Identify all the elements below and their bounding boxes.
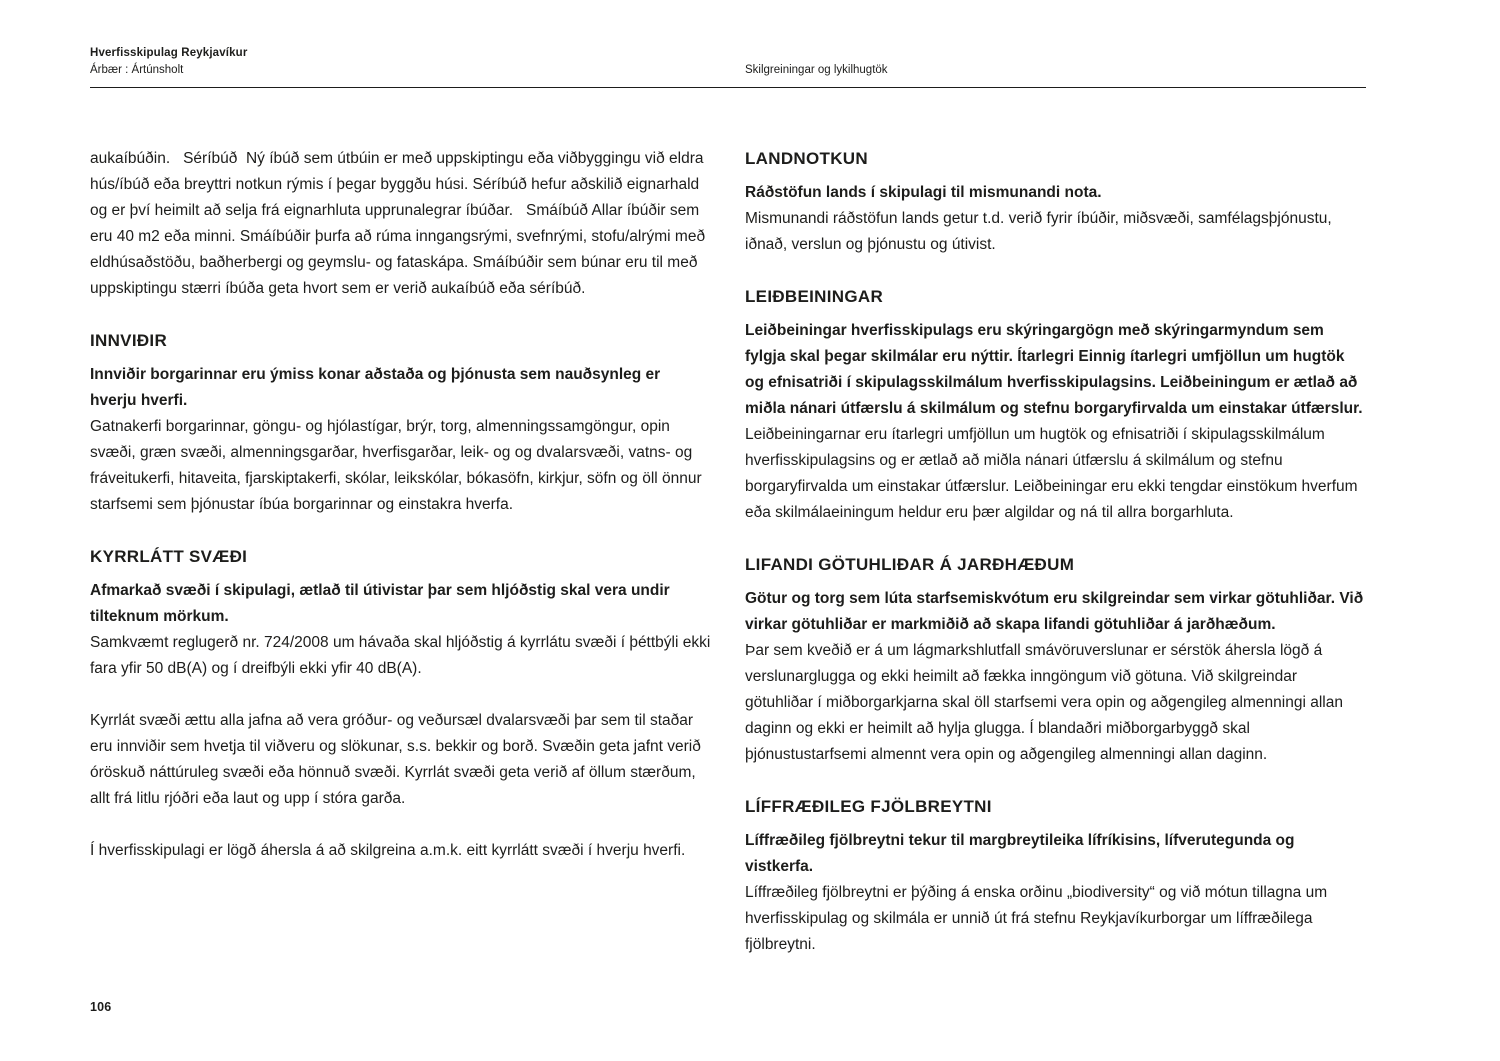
section-liffraedileg-fjolbreytni: [745, 796, 1366, 958]
section-heading: LEIÐBEININGAR: [745, 287, 884, 306]
page-header: [90, 0, 1366, 78]
left-column: [90, 146, 715, 958]
section-lead: Líffræðileg fjölbreytni tekur til margbreytileika lífríkisins, lífverutegunda og vistkerfa.: [745, 832, 1299, 875]
section-heading: LÍFFRÆÐILEG FJÖLBREYTNI: [745, 797, 992, 816]
section-lead: Leiðbeiningar hverfisskipulags eru skýringargögn með skýringarmyndum sem fylgja skal þegar skilmálar eru nýttir. Ítarlegri Einnig ítarlegri umfjöllun um hugtök og efnisatriði í skipulagsskilmálum hverfisskipulagsins. Leiðbeiningum er ætlað að miðla nánari útfærslu á skilmálum og stefnu borgaryfirvalda um einstakar útfærslur.: [745, 322, 1363, 417]
right-column: [745, 146, 1366, 958]
section-leidbeiningar: [745, 286, 1366, 526]
section-heading: INNVIÐIR: [90, 331, 168, 350]
section-landnotkun: [745, 148, 1366, 258]
section-lifandi-gotuhlidar: [745, 554, 1366, 768]
paragraph: Leiðbeiningarnar eru ítarlegri umfjöllun um hugtök og efnisatriði í skipulagsskilmálum hverfisskipulagsins og er ætlað að miðla nánari útfærslu á skilmálum og stefnu borgaryfirvalda um einstakar útfærslur. Leiðbeiningar eru ekki tengdar einstökum hverfum eða skilmálaeiningum heldur eru þær algildar og ná til allra borgarhluta.: [745, 426, 1362, 521]
two-column-body: [90, 146, 1366, 958]
header-rule: [90, 87, 1366, 88]
document-subtitle: Árbær : Ártúnsholt: [90, 64, 184, 76]
paragraph: Í hverfisskipulagi er lögð áhersla á að skilgreina a.m.k. eitt kyrrlátt svæði í hverju hverfi.: [90, 842, 686, 859]
paragraph: Þar sem kveðið er á um lágmarkshlutfall smávöruverslunar er sérstök áhersla lögð á verslunarglugga og ekki heimilt að fækka inngöngum við götuna. Við skilgreindar götuhliðar í miðborgarkjarna skal öll starfsemi vera opin og aðgengileg almenningi allan daginn og ekki er heimilt að hylja glugga. Í blandaðri miðborgarbyggð skal þjónustustarfsemi almennt vera opin og aðgengileg almenningi allan daginn.: [745, 642, 1348, 763]
paragraph: Mismunandi ráðstöfun lands getur t.d. verið fyrir íbúðir, miðsvæði, samfélagsþjónustu, iðnað, verslun og þjónustu og útivist.: [745, 210, 1337, 253]
section-heading: KYRRLÁTT SVÆÐI: [90, 547, 248, 566]
paragraph: Gatnakerfi borgarinnar, göngu- og hjólastígar, brýr, torg, almenningssamgöngur, opin svæði, græn svæði, almenningsgarðar, hverfisgarðar, leik- og og dvalarsvæði, vatns- og fráveitukerfi, hitaveita, fjarskiptakerfi, skólar, leikskólar, bókasöfn, kirkjur, söfn og öll önnur starfsemi sem þjónustar íbúa borgarinnar og einstakra hverfa.: [90, 418, 706, 513]
header-section-label: Skilgreiningar og lykilhugtök: [745, 64, 888, 76]
page-content: [90, 0, 1366, 958]
paragraph: Líffræðileg fjölbreytni er þýðing á enska orðinu „biodiversity“ og við mótun tillagna um hverfisskipulag og skilmála er unnið út frá stefnu Reykjavíkurborgar um líffræðilega fjölbreytni.: [745, 884, 1332, 953]
section-ibudir-continued: [90, 146, 711, 302]
header-left: [90, 46, 711, 78]
section-lead: Innviðir borgarinnar eru ýmiss konar aðstaða og þjónusta sem nauðsynleg er hverju hverfi.: [90, 366, 665, 409]
section-heading: LANDNOTKUN: [745, 149, 868, 168]
section-lead: Afmarkað svæði í skipulagi, ætlað til útivistar þar sem hljóðstig skal vera undir tilteknum mörkum.: [90, 582, 675, 625]
section-heading: LIFANDI GÖTUHLIÐAR Á JARÐHÆÐUM: [745, 555, 1075, 574]
section-innvidir: [90, 330, 711, 518]
paragraph: Kyrrlát svæði ættu alla jafna að vera gróður- og veðursæl dvalarsvæði þar sem til staðar eru innviðir sem hvetja til viðveru og slökunar, s.s. bekkir og borð. Svæðin geta jafnt verið óröskuð náttúruleg svæði eða hönnuð svæði. Kyrrlát svæði geta verið af öllum stærðum, allt frá litlu rjóðri eða laut og upp í stóra garða.: [90, 712, 706, 807]
section-lead: Götur og torg sem lúta starfsemiskvótum eru skilgreindar sem virkar götuhliðar. Við virkar götuhliðar er markmiðið að skapa lifandi götuhliðar á jarðhæðum.: [745, 590, 1368, 633]
page-number: 106: [90, 1000, 112, 1014]
paragraph: Samkvæmt reglugerð nr. 724/2008 um hávaða skal hljóðstig á kyrrlátu svæði í þéttbýli ekki fara yfir 50 dB(A) og í dreifbýli ekki yfir 40 dB(A).: [90, 634, 715, 677]
section-lead: Ráðstöfun lands í skipulagi til mismunandi nota.: [745, 184, 1102, 201]
document-title: Hverfisskipulag Reykjavíkur: [90, 47, 248, 59]
section-kyrrlatt-svaedi: [90, 546, 715, 864]
paragraph: aukaíbúðin. Séríbúð Ný íbúð sem útbúin er með uppskiptingu eða viðbyggingu við eldra hús/íbúð eða breyttri notkun rýmis í þegar byggðu húsi. Séríbúð hefur aðskilið eignarhald og er því heimilt að selja frá eignarhluta upprunalegrar íbúðar. Smáíbúð Allar íbúðir sem eru 40 m2 eða minni. Smáíbúðir þurfa að rúma inngangsrými, svefnrými, stofu/alrými með eldhúsaðstöðu, baðherbergi og geymslu- og fataskápa. Smáíbúðir sem búnar eru til með uppskiptingu stærri íbúða geta hvort sem er verið aukaíbúð eða séríbúð.: [90, 150, 710, 297]
